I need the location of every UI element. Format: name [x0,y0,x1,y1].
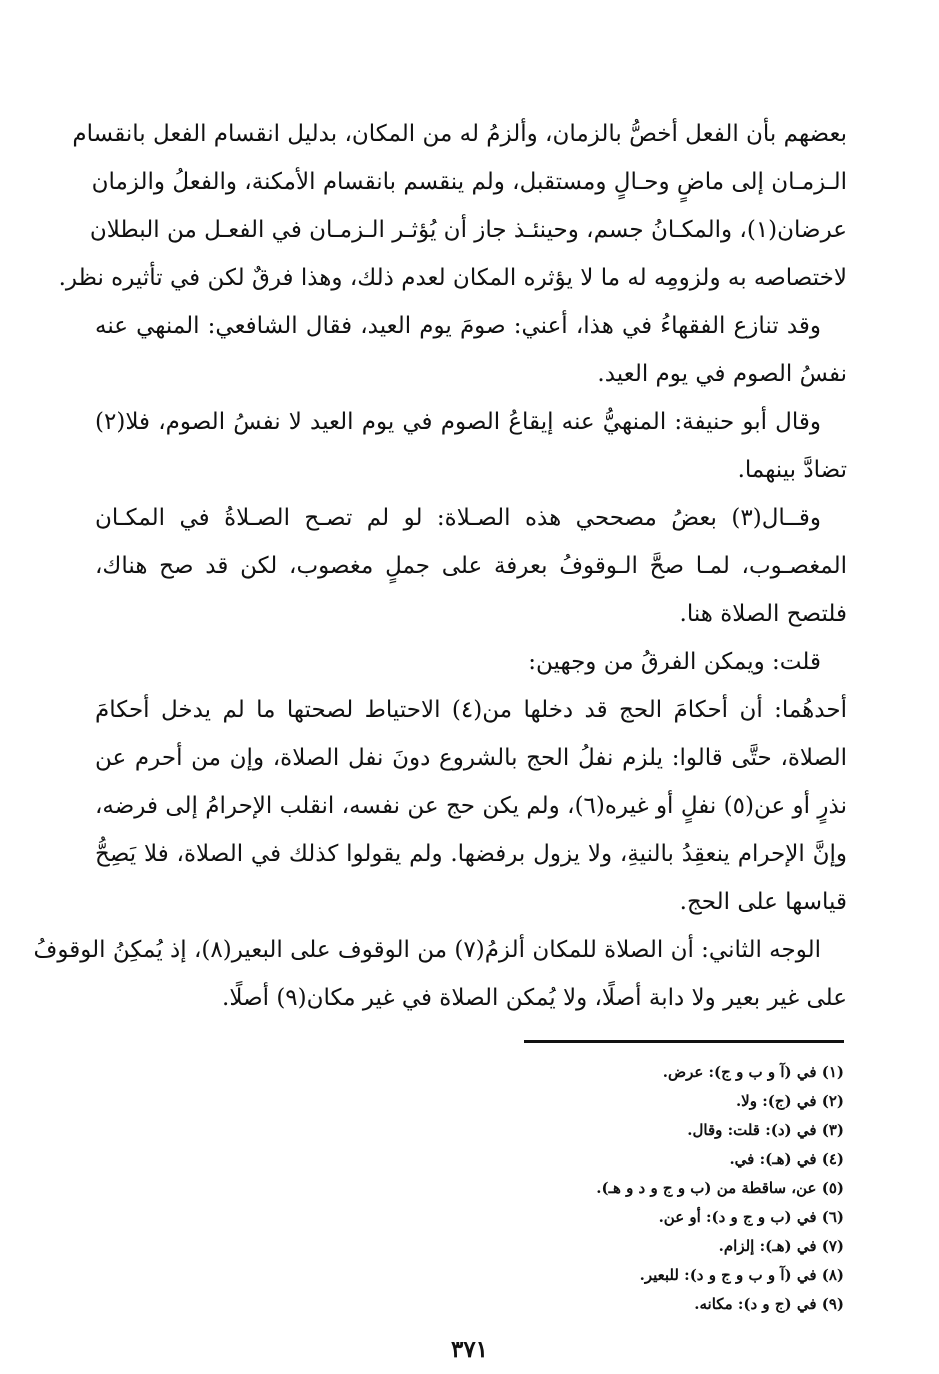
body-line: أحدهُما: أن أحكامَ الحج قد دخلها من(٤) الاحتياط لصحتها ما لم يدخل أحكامَ [95,697,847,723]
footnote-divider [524,1040,844,1043]
footnote: (٣) في (د): قلت: وقال. [687,1121,844,1139]
body-line: على غير بعير ولا دابة أصلًا، ولا يُمكن الصلاة في غير مكان(٩) أصلًا. [222,985,847,1011]
body-line: الـزمـان إلى ماضٍ وحـالٍ ومستقبل، ولم ينقسم بانقسام الأمكنة، والفعلُ والزمان [91,169,847,195]
body-line: الصلاة، حتَّى قالوا: يلزم نفلُ الحج بالشروع دونَ نفل الصلاة، وإن من أحرم عن [95,745,847,771]
footnote: (١) في (آ و ب و ج): عرض. [662,1063,844,1081]
body-line: نفسُ الصوم في يوم العيد. [597,361,847,387]
body-line: تضادَّ بينهما. [737,457,847,483]
body-line: عرضان(١)، والمكـانُ جسم، وحينئـذ جاز أن يُؤثـر الـزمـان في الفعـل من البطلان [89,217,847,243]
footnote: (٤) في (هـ): في. [729,1150,844,1168]
footnote: (٢) في (ج): ولا. [735,1092,844,1110]
body-line: نذرٍ أو عن(٥) نفلٍ أو غيره(٦)، ولم يكن حج عن نفسه، انقلب الإحرامُ إلى فرضه، [95,793,848,819]
page-number: ٣٧١ [450,1336,489,1363]
body-line: قلت: ويمكن الفرقُ من وجهين: [528,649,821,675]
body-line: بعضهم بأن الفعل أخصُّ بالزمان، وألزمُ له من المكان، بدليل انقسام الفعل بانقسام [72,121,847,147]
footnote: (٨) في (آ و ب و ج و د): للبعير. [639,1266,844,1284]
footnote: (٩) في (ج و د): مكانه. [694,1295,844,1313]
body-line: المغصـوب، لمـا صحَّ الـوقوفُ بعرفة على جملٍ مغصوب، لكن قد صح هناك، [95,553,847,579]
footnote: (٦) في (ب و ج و د): أو عن. [658,1208,844,1226]
footnote: (٥) عن، ساقطة من (ب و ج و د و هـ). [596,1179,844,1197]
body-line: وإنَّ الإحرام ينعقِدُ بالنيةِ، ولا يزول برفضها. ولم يقولوا كذلك في الصلاة، فلا يَصِحُّ [95,841,847,867]
body-line: الوجه الثاني: أن الصلاة للمكان ألزمُ(٧) من الوقوف على البعير(٨)، إذ يُمكِنُ الوقوفُ [33,937,821,963]
body-line: وقــال(٣) بعضُ مصححي هذه الصـلاة: لو لم تصـح الصـلاةُ في المكـان [95,505,821,531]
body-line: فلتصح الصلاة هنا. [679,601,847,627]
body-line: وقد تنازع الفقهاءُ في هذا، أعني: صومَ يوم العيد، فقال الشافعي: المنهي عنه [95,313,821,339]
body-line: لاختصاصه به ولزومِه له ما لا يؤثره المكان لعدم ذلك، وهذا فرقٌ لكن في تأثيره نظر. [58,265,847,291]
footnote: (٧) في (هـ): إلزام. [718,1237,844,1255]
body-line: وقال أبو حنيفة: المنهيُّ عنه إيقاعُ الصوم في يوم العيد لا نفسُ الصوم، فلا(٢) [95,409,821,435]
body-line: قياسها على الحج. [679,889,847,915]
